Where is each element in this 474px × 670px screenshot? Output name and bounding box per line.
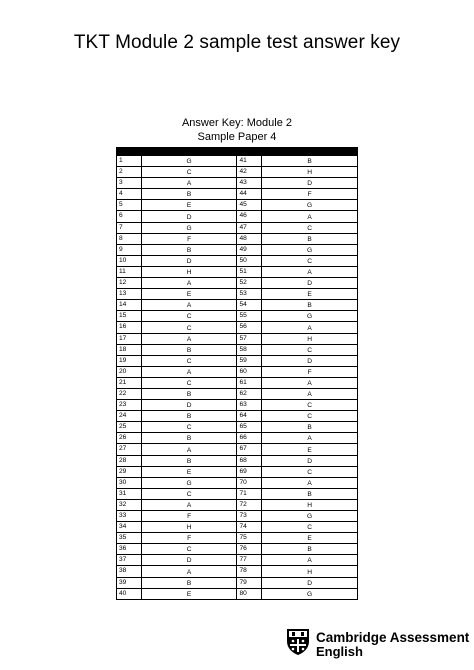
answer-letter: B — [141, 577, 237, 588]
answer-letter: A — [262, 388, 358, 399]
question-number: 77 — [237, 555, 262, 566]
answer-letter: H — [262, 167, 358, 178]
answer-rows — [117, 156, 358, 600]
answer-letter: C — [141, 355, 237, 366]
answer-letter: H — [141, 266, 237, 277]
question-number: 14 — [117, 300, 142, 311]
answer-letter: C — [262, 400, 358, 411]
question-number: 49 — [237, 244, 262, 255]
answer-letter: C — [262, 466, 358, 477]
question-number: 35 — [117, 533, 142, 544]
question-number: 19 — [117, 355, 142, 366]
answer-letter: E — [262, 533, 358, 544]
logo-text-sub: English — [316, 644, 363, 659]
table-row — [117, 488, 358, 499]
cambridge-assessment-logo — [286, 628, 470, 659]
answer-letter: G — [141, 222, 237, 233]
question-number: 70 — [237, 477, 262, 488]
question-number: 71 — [237, 488, 262, 499]
table-row — [117, 355, 358, 366]
table-row — [117, 455, 358, 466]
answer-letter: A — [262, 377, 358, 388]
question-number: 76 — [237, 544, 262, 555]
answer-letter: D — [262, 355, 358, 366]
question-number: 30 — [117, 477, 142, 488]
answer-letter: F — [262, 366, 358, 377]
question-number: 39 — [117, 577, 142, 588]
question-number: 73 — [237, 511, 262, 522]
table-row — [117, 189, 358, 200]
answer-letter: D — [262, 455, 358, 466]
table-row — [117, 344, 358, 355]
question-number: 80 — [237, 588, 262, 599]
question-number: 57 — [237, 333, 262, 344]
question-number: 61 — [237, 377, 262, 388]
answer-letter: A — [262, 322, 358, 333]
table-row — [117, 388, 358, 399]
question-number: 8 — [117, 233, 142, 244]
answer-letter: B — [262, 233, 358, 244]
question-number: 79 — [237, 577, 262, 588]
answer-letter: B — [262, 488, 358, 499]
table-row — [117, 411, 358, 422]
question-number: 41 — [237, 156, 262, 167]
answer-letter: C — [262, 522, 358, 533]
question-number: 5 — [117, 200, 142, 211]
question-number: 59 — [237, 355, 262, 366]
answer-letter: E — [262, 289, 358, 300]
table-row — [117, 477, 358, 488]
question-number: 58 — [237, 344, 262, 355]
table-row — [117, 278, 358, 289]
question-number: 2 — [117, 167, 142, 178]
answer-letter: G — [262, 244, 358, 255]
question-number: 25 — [117, 422, 142, 433]
question-number: 33 — [117, 511, 142, 522]
answer-letter: G — [262, 511, 358, 522]
answer-letter: C — [262, 411, 358, 422]
answer-letter: D — [141, 255, 237, 266]
table-row — [117, 533, 358, 544]
question-number: 34 — [117, 522, 142, 533]
question-number: 63 — [237, 400, 262, 411]
answer-letter: A — [262, 266, 358, 277]
question-number: 69 — [237, 466, 262, 477]
table-row — [117, 577, 358, 588]
answer-letter: D — [262, 278, 358, 289]
table-row — [117, 400, 358, 411]
question-number: 53 — [237, 289, 262, 300]
table-row — [117, 255, 358, 266]
question-number: 1 — [117, 156, 142, 167]
answer-letter: E — [141, 200, 237, 211]
answer-letter: F — [141, 233, 237, 244]
question-number: 18 — [117, 344, 142, 355]
question-number: 27 — [117, 444, 142, 455]
table-row — [117, 544, 358, 555]
table-row — [117, 433, 358, 444]
table-row — [117, 555, 358, 566]
answer-letter: D — [141, 400, 237, 411]
answer-letter: A — [262, 555, 358, 566]
table-row — [117, 499, 358, 510]
answer-letter: H — [262, 499, 358, 510]
question-number: 29 — [117, 466, 142, 477]
answer-letter: B — [262, 156, 358, 167]
answer-letter: G — [141, 156, 237, 167]
table-row — [117, 211, 358, 222]
answer-letter: B — [141, 433, 237, 444]
question-number: 15 — [117, 311, 142, 322]
answer-letter: E — [141, 588, 237, 599]
table-row — [117, 322, 358, 333]
answer-letter: C — [141, 322, 237, 333]
table-row — [117, 222, 358, 233]
question-number: 72 — [237, 499, 262, 510]
table-row — [117, 233, 358, 244]
answer-letter: B — [141, 244, 237, 255]
answer-letter: B — [141, 388, 237, 399]
question-number: 37 — [117, 555, 142, 566]
question-number: 26 — [117, 433, 142, 444]
table-row — [117, 300, 358, 311]
answer-letter: A — [262, 433, 358, 444]
answer-letter: G — [262, 311, 358, 322]
question-number: 60 — [237, 366, 262, 377]
answer-letter: E — [141, 466, 237, 477]
answer-letter: C — [262, 344, 358, 355]
answer-letter: A — [141, 300, 237, 311]
question-number: 65 — [237, 422, 262, 433]
question-number: 10 — [117, 255, 142, 266]
question-number: 47 — [237, 222, 262, 233]
question-number: 11 — [117, 266, 142, 277]
answer-letter: C — [141, 167, 237, 178]
table-row — [117, 289, 358, 300]
document-title: TKT Module 2 sample test answer key — [73, 32, 401, 53]
question-number: 4 — [117, 189, 142, 200]
question-number: 38 — [117, 566, 142, 577]
table-row — [117, 566, 358, 577]
sample-paper-heading: Sample Paper 4 — [197, 131, 277, 143]
table-row — [117, 266, 358, 277]
question-number: 6 — [117, 211, 142, 222]
table-row — [117, 422, 358, 433]
table-header-bar — [117, 148, 358, 156]
table-row — [117, 511, 358, 522]
answer-letter: B — [262, 300, 358, 311]
answer-letter: B — [262, 544, 358, 555]
question-number: 16 — [117, 322, 142, 333]
answer-letter: G — [262, 588, 358, 599]
question-number: 67 — [237, 444, 262, 455]
table-row — [117, 200, 358, 211]
answer-letter: D — [262, 577, 358, 588]
answer-letter: F — [262, 189, 358, 200]
table-row — [117, 466, 358, 477]
question-number: 45 — [237, 200, 262, 211]
question-number: 52 — [237, 278, 262, 289]
question-number: 7 — [117, 222, 142, 233]
answer-letter: A — [262, 477, 358, 488]
question-number: 20 — [117, 366, 142, 377]
question-number: 48 — [237, 233, 262, 244]
answer-letter: A — [141, 566, 237, 577]
question-number: 40 — [117, 588, 142, 599]
question-number: 78 — [237, 566, 262, 577]
question-number: 36 — [117, 544, 142, 555]
table-row — [117, 156, 358, 167]
table-row — [117, 311, 358, 322]
table-row — [117, 366, 358, 377]
question-number: 23 — [117, 400, 142, 411]
question-number: 28 — [117, 455, 142, 466]
question-number: 22 — [117, 388, 142, 399]
table-row — [117, 377, 358, 388]
question-number: 64 — [237, 411, 262, 422]
table-row — [117, 167, 358, 178]
answer-letter: F — [141, 533, 237, 544]
table-row — [117, 522, 358, 533]
answer-letter: C — [262, 222, 358, 233]
question-number: 46 — [237, 211, 262, 222]
answer-letter: E — [141, 289, 237, 300]
answer-key-table — [116, 147, 358, 600]
table-row — [117, 444, 358, 455]
answer-letter: B — [262, 422, 358, 433]
question-number: 51 — [237, 266, 262, 277]
question-number: 74 — [237, 522, 262, 533]
table-row — [117, 178, 358, 189]
question-number: 31 — [117, 488, 142, 499]
logo-text-main: Cambridge Assessment — [316, 630, 470, 645]
answer-letter: D — [262, 178, 358, 189]
question-number: 3 — [117, 178, 142, 189]
answer-letter: H — [262, 333, 358, 344]
question-number: 21 — [117, 377, 142, 388]
answer-letter: C — [141, 488, 237, 499]
table-row — [117, 244, 358, 255]
question-number: 12 — [117, 278, 142, 289]
answer-letter: F — [141, 511, 237, 522]
answer-letter: E — [262, 444, 358, 455]
cambridge-shield-icon — [286, 628, 310, 656]
table-row — [117, 588, 358, 599]
answer-letter: G — [262, 200, 358, 211]
answer-letter: H — [141, 522, 237, 533]
question-number: 32 — [117, 499, 142, 510]
answer-letter: A — [141, 333, 237, 344]
answer-letter: A — [141, 178, 237, 189]
question-number: 55 — [237, 311, 262, 322]
question-number: 54 — [237, 300, 262, 311]
answer-letter: C — [141, 422, 237, 433]
answer-letter: B — [141, 344, 237, 355]
answer-letter: B — [141, 189, 237, 200]
answer-letter: D — [141, 555, 237, 566]
answer-letter: B — [141, 411, 237, 422]
answer-letter: A — [262, 211, 358, 222]
answer-letter: G — [141, 477, 237, 488]
answer-letter: B — [141, 455, 237, 466]
answer-letter: C — [262, 255, 358, 266]
question-number: 43 — [237, 178, 262, 189]
question-number: 42 — [237, 167, 262, 178]
question-number: 9 — [117, 244, 142, 255]
table-row — [117, 333, 358, 344]
question-number: 56 — [237, 322, 262, 333]
answer-letter: A — [141, 499, 237, 510]
answer-letter: C — [141, 377, 237, 388]
question-number: 13 — [117, 289, 142, 300]
question-number: 44 — [237, 189, 262, 200]
answer-letter: H — [262, 566, 358, 577]
question-number: 17 — [117, 333, 142, 344]
answer-letter: C — [141, 311, 237, 322]
question-number: 24 — [117, 411, 142, 422]
answer-letter: A — [141, 278, 237, 289]
question-number: 66 — [237, 433, 262, 444]
answer-letter: D — [141, 211, 237, 222]
answer-letter: A — [141, 366, 237, 377]
question-number: 68 — [237, 455, 262, 466]
answer-letter: C — [141, 544, 237, 555]
question-number: 50 — [237, 255, 262, 266]
question-number: 75 — [237, 533, 262, 544]
question-number: 62 — [237, 388, 262, 399]
answer-key-heading: Answer Key: Module 2 — [181, 117, 293, 129]
answer-letter: A — [141, 444, 237, 455]
